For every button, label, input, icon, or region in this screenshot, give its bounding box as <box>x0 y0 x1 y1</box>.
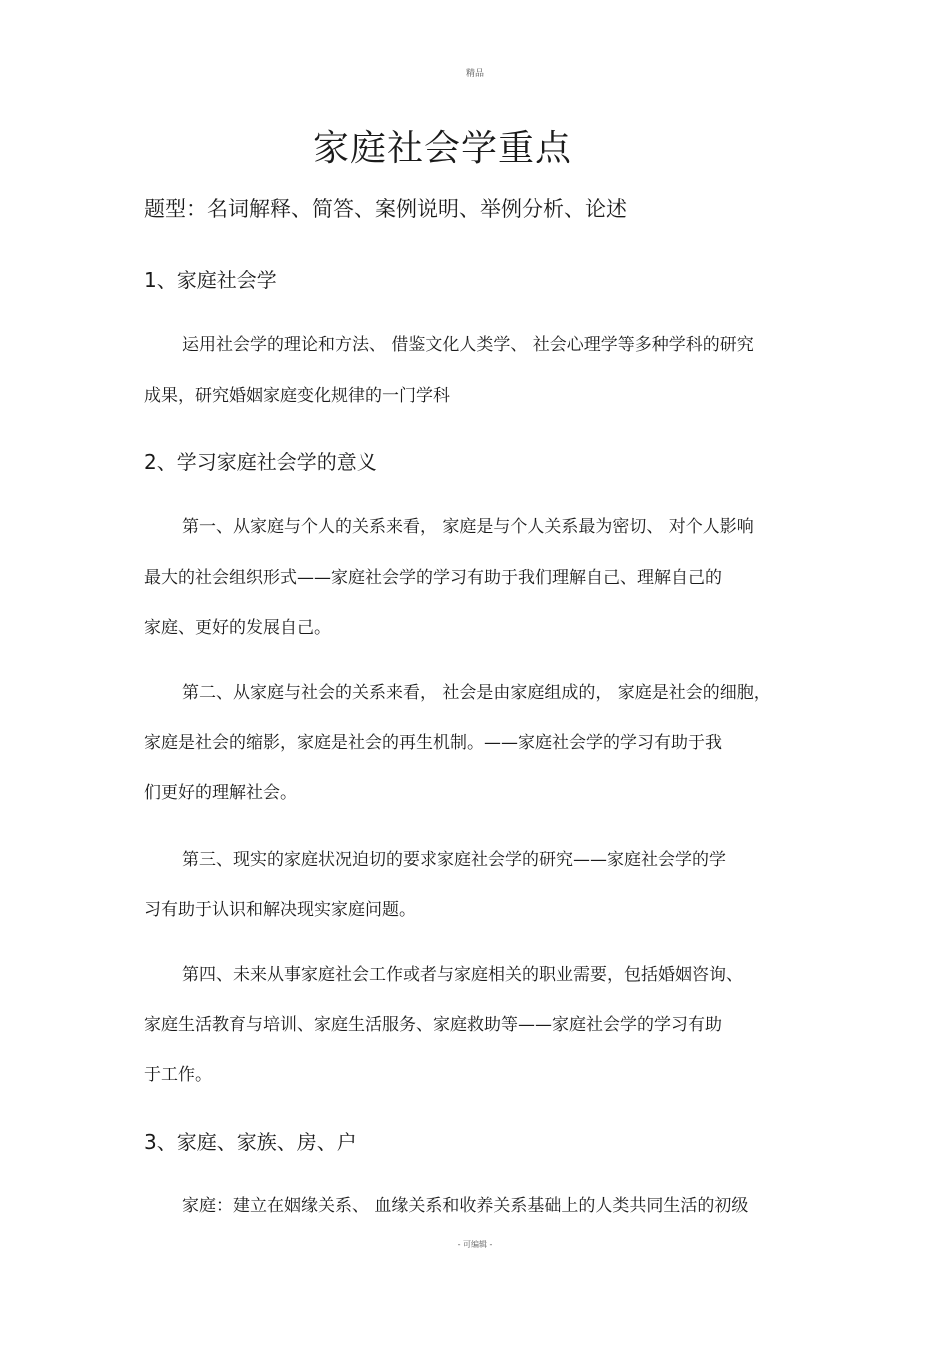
section-heading-1: 1、家庭社会学 <box>144 268 277 292</box>
paragraph-line: 家庭是社会的缩影，家庭是社会的再生机制。——家庭社会学的学习有助于我 <box>144 733 722 753</box>
section-heading-3: 3、家庭、家族、房、户 <box>144 1130 357 1154</box>
paragraph-line: 第一、从家庭与个人的关系来看， 家庭是与个人关系最为密切、 对个人影响 <box>182 517 754 537</box>
page-footer: - 可编辑 - <box>457 1240 493 1249</box>
paragraph-line: 家庭生活教育与培训、家庭生活服务、家庭救助等——家庭社会学的学习有助 <box>144 1015 722 1035</box>
section-1-line: 成果，研究婚姻家庭变化规律的一门学科 <box>144 386 450 406</box>
document-title: 家庭社会学重点 <box>312 128 572 169</box>
section-heading-2: 2、学习家庭社会学的意义 <box>144 450 377 474</box>
section-3-line: 家庭：建立在姻缘关系、 血缘关系和收养关系基础上的人类共同生活的初级 <box>182 1196 749 1216</box>
paragraph-line: 第三、现实的家庭状况迫切的要求家庭社会学的研究——家庭社会学的学 <box>182 850 726 870</box>
paragraph-line: 们更好的理解社会。 <box>144 783 297 803</box>
paragraph-line: 于工作。 <box>144 1065 212 1085</box>
section-1-line: 运用社会学的理论和方法、 借鉴文化人类学、 社会心理学等多种学科的研究 <box>182 335 754 355</box>
paragraph-line: 家庭、更好的发展自己。 <box>144 618 331 638</box>
paragraph-line: 习有助于认识和解决现实家庭问题。 <box>144 900 416 920</box>
question-types: 题型：名词解释、简答、案例说明、举例分析、论述 <box>144 197 627 221</box>
paragraph-line: 最大的社会组织形式——家庭社会学的学习有助于我们理解自己、理解自己的 <box>144 568 722 588</box>
paragraph-line: 第二、从家庭与社会的关系来看， 社会是由家庭组成的， 家庭是社会的细胞， <box>182 683 771 703</box>
page-header: 精品 <box>465 69 484 79</box>
paragraph-line: 第四、未来从事家庭社会工作或者与家庭相关的职业需要，包括婚姻咨询、 <box>182 965 743 985</box>
